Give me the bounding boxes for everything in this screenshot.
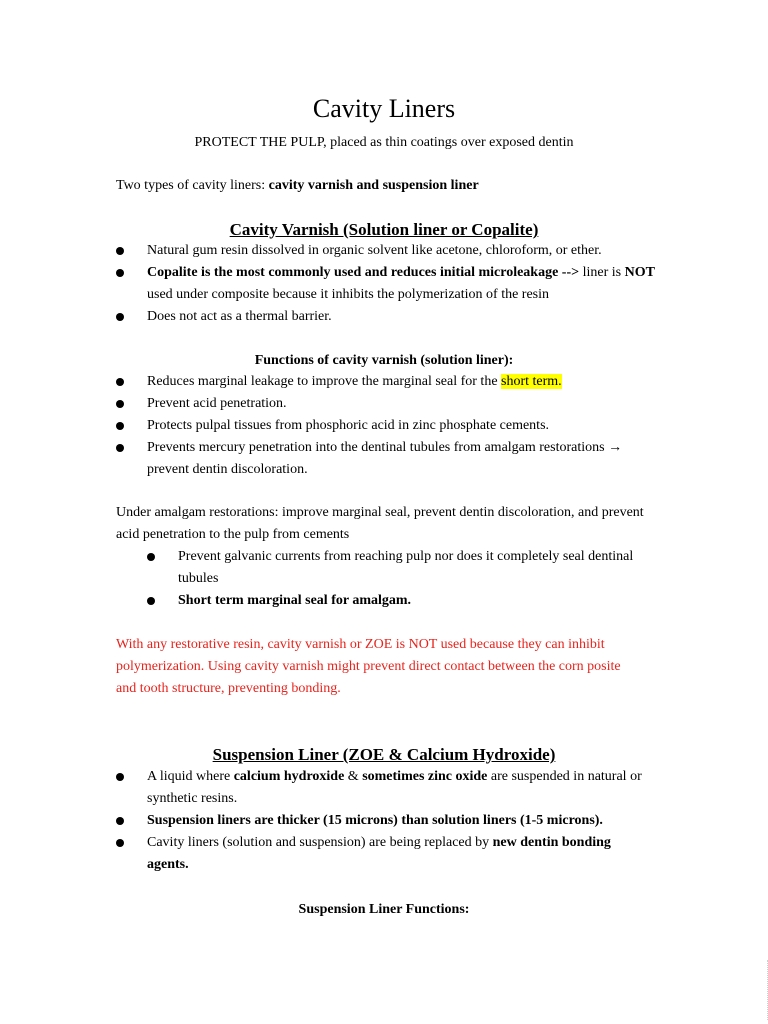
list-item-bold: new dentin bonding agents. (147, 835, 611, 872)
list-item (116, 766, 656, 810)
bullet-icon (116, 839, 124, 847)
list-item (116, 240, 656, 262)
list-item-text: Prevent galvanic currents from reaching pulp nor does it completely seal dentinal tubules (178, 549, 634, 586)
suspension-liner-heading: Suspension Liner (ZOE & Calcium Hydroxide) (212, 745, 556, 764)
list-item-text: Reduces marginal leakage to improve the marginal seal for the (147, 374, 502, 389)
subtitle-text: placed as thin coatings over exposed dentin (326, 135, 574, 150)
list-item (116, 393, 656, 415)
list-item (116, 437, 656, 481)
list-item (147, 590, 637, 612)
warning-paragraph: With any restorative resin, cavity varnish or ZOE is NOT used because they can inhibit polymerization. Using cavity varnish might prevent direct contact between the corn posite and tooth structure, preventing bonding. (116, 637, 621, 696)
highlighted-text: short term. (501, 374, 562, 389)
list-item (116, 810, 656, 832)
list-item-text: Natural gum resin dissolved in organic solvent like acetone, chloroform, or ether. (147, 243, 602, 258)
bullet-icon (116, 269, 124, 277)
list-item-text: prevent dentin discoloration. (147, 462, 308, 477)
intro-paragraph (116, 175, 656, 197)
page-edge-mark (763, 960, 768, 1020)
amalgam-sublist (147, 546, 637, 612)
list-item-bold: sometimes zinc oxide (362, 769, 488, 784)
list-item-text: Protects pulpal tissues from phosphoric acid in zinc phosphate cements. (147, 418, 550, 433)
list-item-bold: calcium hydroxide (233, 769, 345, 784)
cavity-varnish-heading: Cavity Varnish (Solution liner or Copalite) (229, 220, 539, 239)
list-item-text: Does not act as a thermal barrier. (147, 309, 332, 324)
bullet-icon (116, 773, 124, 781)
list-item (147, 546, 637, 590)
intro-bold: cavity varnish and suspension liner (268, 178, 479, 193)
bullet-icon (116, 422, 124, 430)
bullet-icon (116, 378, 124, 386)
functions-list (116, 371, 656, 481)
bullet-icon (147, 553, 155, 561)
arrow-icon: → (608, 440, 623, 455)
page-subtitle (0, 132, 768, 154)
list-item-bold: Suspension liners are thicker (15 microns) than solution liners (1-5 microns). (147, 813, 603, 828)
list-item (116, 832, 647, 876)
intro-prefix: Two types of cavity liners: (116, 178, 269, 193)
bullet-icon (116, 444, 124, 452)
list-item-bold: Copalite is the most commonly used and reduces initial microleakage --> (147, 265, 580, 280)
list-item (116, 415, 656, 437)
list-item-text: used under composite because it inhibits the polymerization of the resin (147, 287, 550, 302)
subtitle-emphasis: PROTECT THE PULP, (194, 135, 327, 150)
bullet-icon (116, 313, 124, 321)
list-item-text: liner is (579, 265, 625, 280)
list-item-text: are suspended in natural or synthetic resins. (147, 769, 642, 806)
page-title: Cavity Liners (312, 94, 456, 123)
bullet-icon (116, 817, 124, 825)
bullet-icon (116, 247, 124, 255)
list-item-bold: NOT (624, 265, 655, 280)
list-item (116, 306, 656, 328)
bullet-icon (147, 597, 155, 605)
list-item-bold: Short term marginal seal for amalgam. (178, 593, 412, 608)
list-item-text: Cavity liners (solution and suspension) are being replaced by (147, 835, 493, 850)
bullet-icon (116, 400, 124, 408)
suspension-functions-heading: Suspension Liner Functions: (298, 902, 470, 917)
list-item-text: Prevents mercury penetration into the dentinal tubules from amalgam restorations (147, 440, 609, 455)
amalgam-paragraph: Under amalgam restorations: improve marginal seal, prevent dentin discoloration, and prevent acid penetration to the pulp from cements (116, 505, 644, 542)
list-item-text: & (344, 769, 363, 784)
suspension-list (116, 766, 656, 876)
list-item-text: A liquid where (147, 769, 234, 784)
functions-heading: Functions of cavity varnish (solution liner): (254, 353, 514, 368)
list-item (116, 262, 656, 306)
cavity-varnish-list (116, 240, 656, 328)
list-item (116, 371, 656, 393)
list-item-text: Prevent acid penetration. (147, 396, 287, 411)
